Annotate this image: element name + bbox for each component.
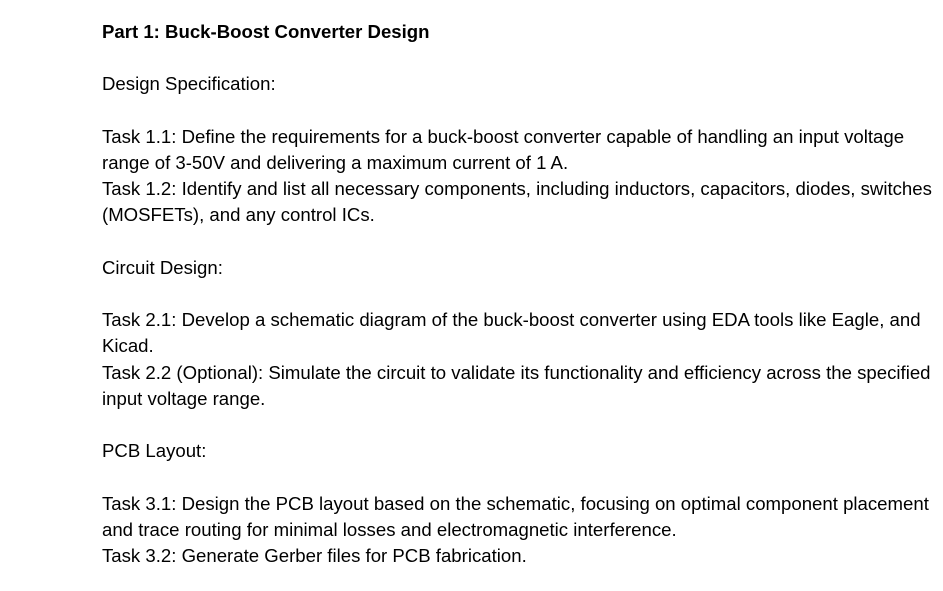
- spacer: [102, 98, 932, 124]
- section-heading-design-specification: Design Specification:: [102, 73, 276, 95]
- spacer: [102, 412, 932, 438]
- document-body: [102, 19, 932, 569]
- spacer: [102, 45, 932, 71]
- section-heading-pcb-layout: PCB Layout:: [102, 440, 207, 462]
- task-1-1: Task 1.1: Define the requirements for a buck-boost converter capable of handling an input voltage range of 3-50V and delivering a maximum current of 1 A.: [102, 125, 905, 173]
- task-1-2: Task 1.2: Identify and list all necessary components, including inductors, capacitors, diodes, switches (MOSFETs), and any control ICs.: [102, 178, 932, 226]
- task-2-1: Task 2.1: Develop a schematic diagram of the buck-boost converter using EDA tools like Eagle, and Kicad.: [102, 309, 921, 357]
- spacer: [102, 281, 932, 307]
- task-2-2: Task 2.2 (Optional): Simulate the circuit to validate its functionality and efficiency across the specified input voltage range.: [102, 361, 931, 409]
- document-title: Part 1: Buck-Boost Converter Design: [102, 21, 430, 42]
- task-3-2: Task 3.2: Generate Gerber files for PCB fabrication.: [102, 544, 527, 566]
- task-3-1: Task 3.1: Design the PCB layout based on the schematic, focusing on optimal component placement and trace routing for minimal losses and electromagnetic interference.: [102, 492, 929, 540]
- spacer: [102, 464, 932, 490]
- spacer: [102, 229, 932, 255]
- section-heading-circuit-design: Circuit Design:: [102, 256, 223, 278]
